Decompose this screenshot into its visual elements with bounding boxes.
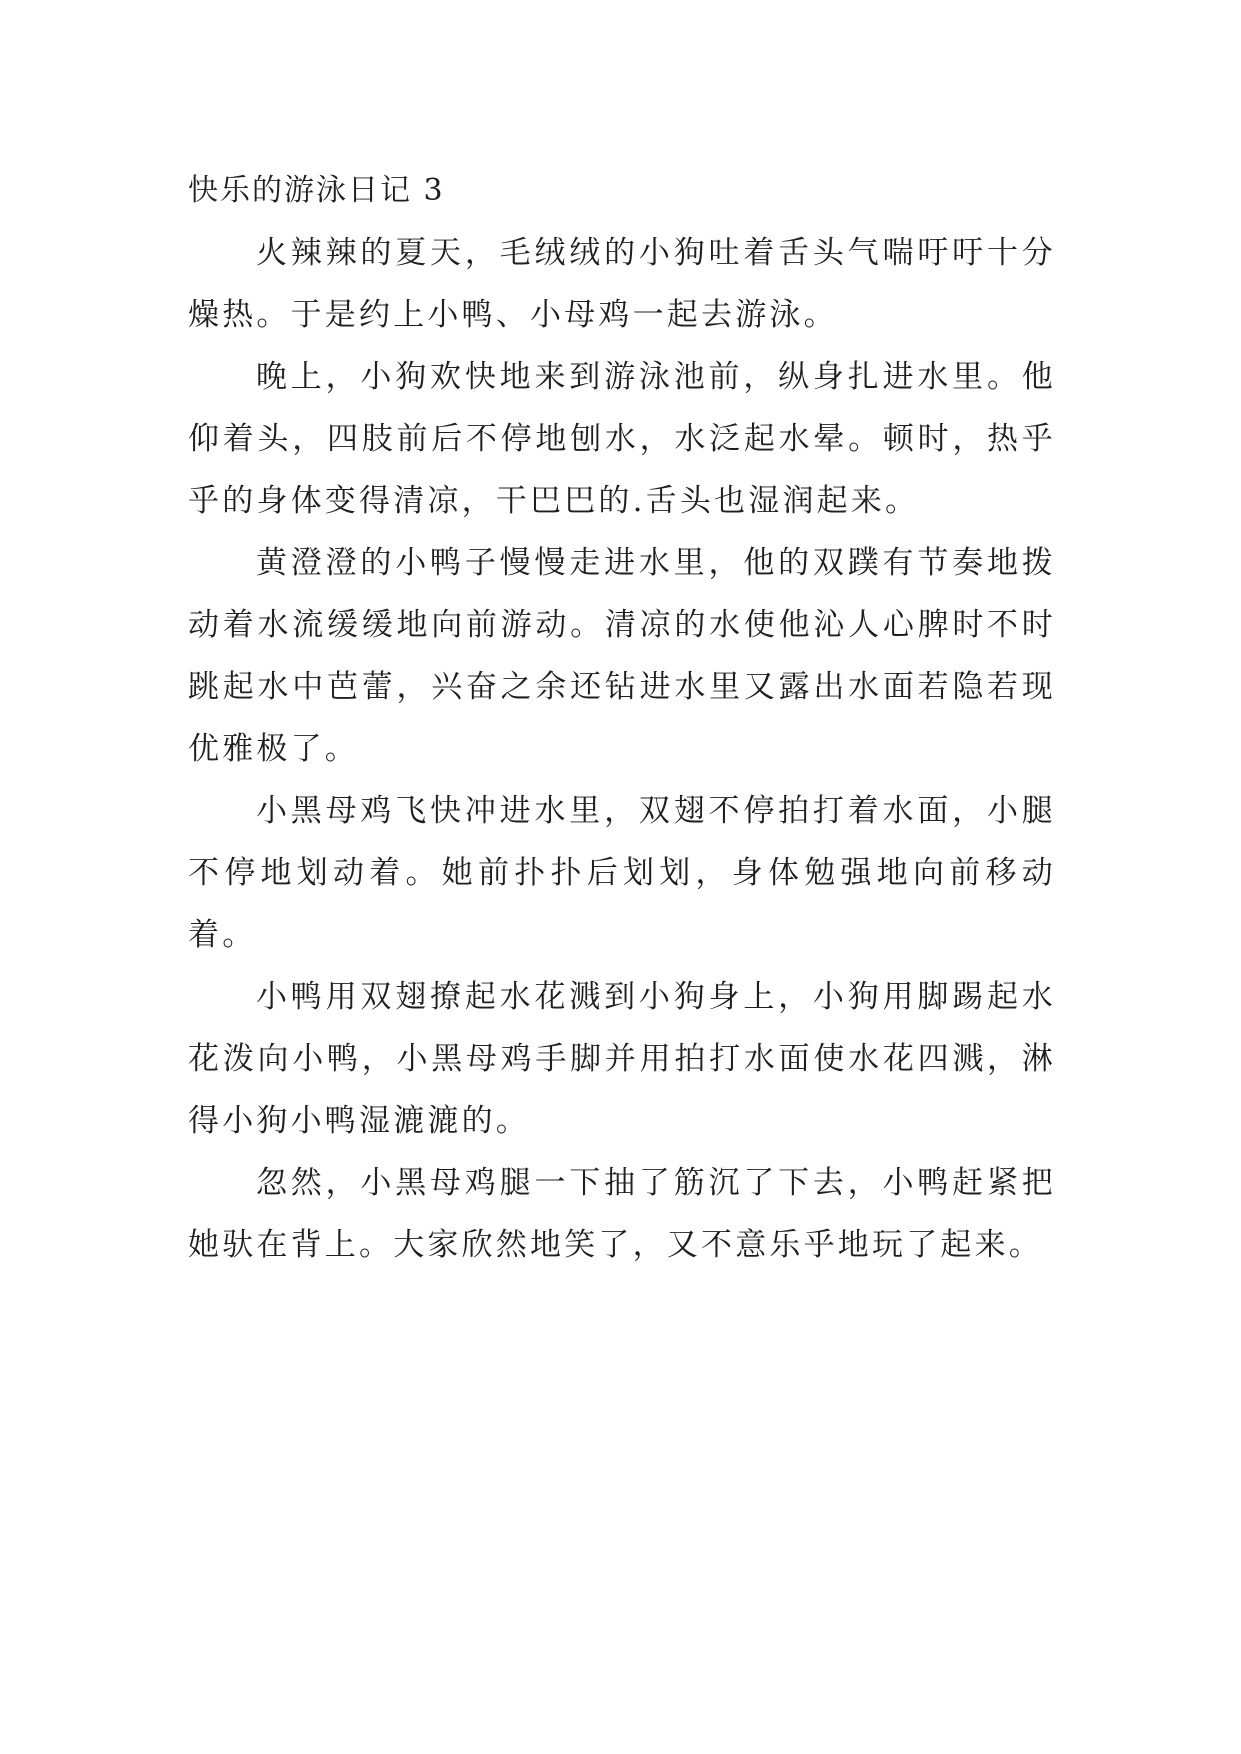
- paragraph: 黄澄澄的小鸭子慢慢走进水里，他的双蹼有节奏地拨动着水流缓缓地向前游动。清凉的水使他沁人心脾时不时跳起水中芭蕾，兴奋之余还钻进水里又露出水面若隐若现优雅极了。: [188, 545, 1056, 767]
- paragraph: 火辣辣的夏天，毛绒绒的小狗吐着舌头气喘吁吁十分燥热。于是约上小鸭、小母鸡一起去游泳。: [188, 235, 1056, 333]
- paragraph: 晚上，小狗欢快地来到游泳池前，纵身扎进水里。他仰着头，四肢前后不停地刨水，水泛起水晕。顿时，热乎乎的身体变得清凉，干巴巴的.舌头也湿润起来。: [188, 359, 1056, 519]
- paragraph: 小鸭用双翅撩起水花溅到小狗身上，小狗用脚踢起水花泼向小鸭，小黑母鸡手脚并用拍打水面使水花四溅，淋得小狗小鸭湿漉漉的。: [188, 979, 1056, 1139]
- document-body: [188, 160, 1056, 1276]
- document-title: 快乐的游泳日记 3: [188, 173, 445, 208]
- paragraph: 忽然，小黑母鸡腿一下抽了筋沉了下去，小鸭赶紧把她驮在背上。大家欣然地笑了，又不意乐乎地玩了起来。: [188, 1165, 1056, 1263]
- paragraph: 小黑母鸡飞快冲进水里，双翅不停拍打着水面，小腿不停地划动着。她前扑扑后划划，身体勉强地向前移动着。: [188, 793, 1056, 953]
